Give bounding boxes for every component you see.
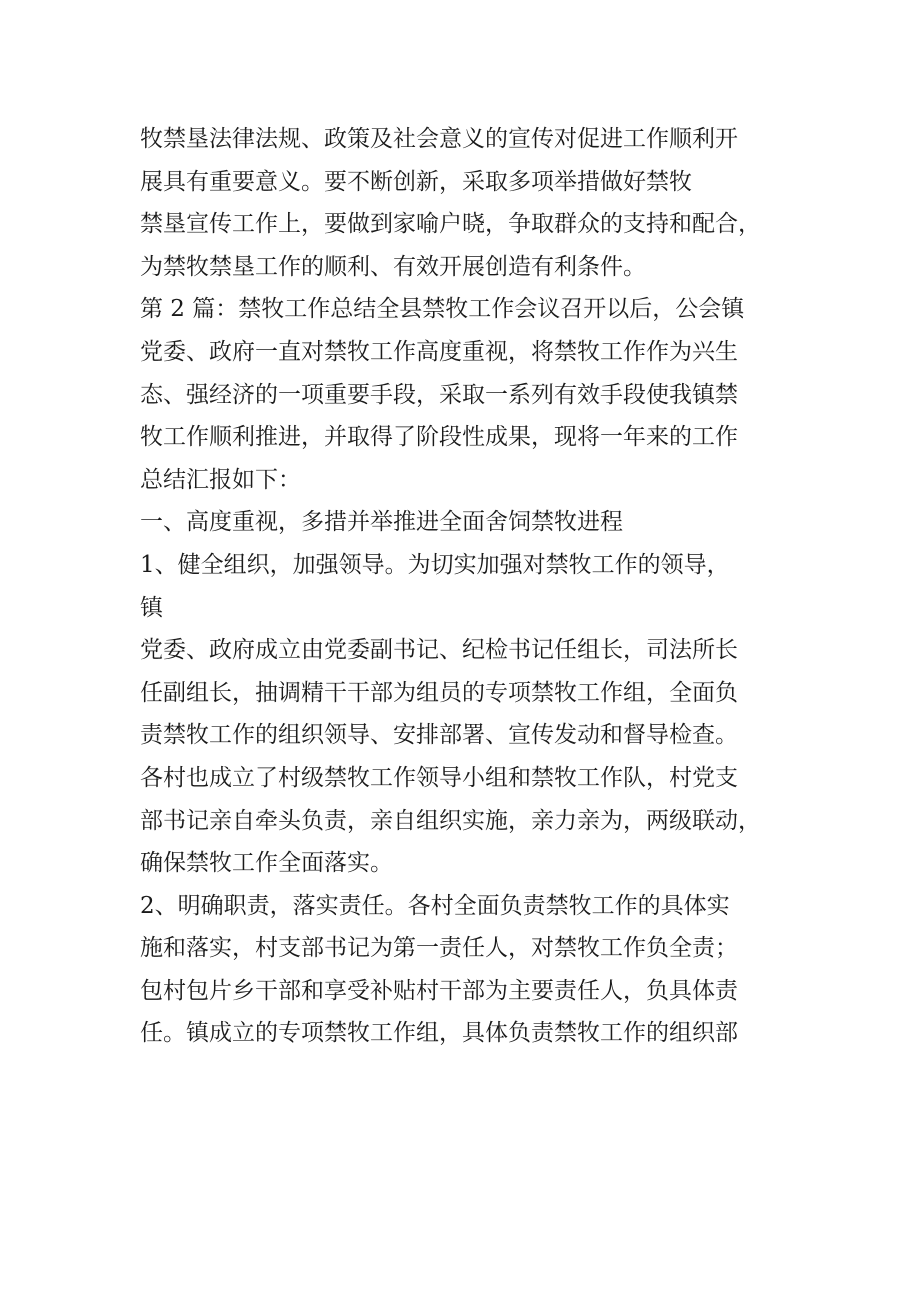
text-line: 任。镇成立的专项禁牧工作组，具体负责禁牧工作的组织部	[140, 1020, 738, 1047]
text-line: 责禁牧工作的组织领导、安排部署、宣传发动和督导检查。	[140, 722, 738, 749]
text-line: 确保禁牧工作全面落实。	[140, 850, 393, 877]
text-line: 施和落实，村支部书记为第一责任人，对禁牧工作负全责；	[140, 935, 738, 962]
text-line: 镇	[140, 594, 163, 621]
text-line: 展具有重要意义。要不断创新，采取多项举措做好禁牧	[140, 168, 692, 195]
text-line: 禁垦宣传工作上，要做到家喻户晓，争取群众的支持和配合，	[140, 211, 761, 238]
text-line: 态、强经济的一项重要手段，采取一系列有效手段使我镇禁	[140, 381, 738, 408]
text-line: 为禁牧禁垦工作的顺利、有效开展创造有利条件。	[140, 253, 646, 280]
document-body	[140, 118, 810, 1055]
text-line: 第 2 篇：禁牧工作总结全县禁牧工作会议召开以后，公会镇	[140, 296, 745, 323]
text-line: 1、健全组织，加强领导。为切实加强对禁牧工作的领导，	[140, 551, 730, 578]
text-line: 牧工作顺利推进，并取得了阶段性成果，现将一年来的工作	[140, 424, 738, 451]
section-heading: 一、高度重视，多措并举推进全面舍饲禁牧进程	[140, 509, 623, 536]
text-line: 包村包片乡干部和享受补贴村干部为主要责任人，负具体责	[140, 977, 738, 1004]
text-line: 部书记亲自牵头负责，亲自组织实施，亲力亲为，两级联动，	[140, 807, 761, 834]
text-line: 任副组长，抽调精干干部为组员的专项禁牧工作组，全面负	[140, 679, 738, 706]
text-line: 牧禁垦法律法规、政策及社会意义的宣传对促进工作顺利开	[140, 126, 738, 152]
text-line: 2、明确职责，落实责任。各村全面负责禁牧工作的具体实	[140, 892, 730, 919]
text-line: 党委、政府一直对禁牧工作高度重视，将禁牧工作作为兴生	[140, 338, 738, 365]
text-line: 总结汇报如下：	[140, 466, 301, 493]
text-line: 各村也成立了村级禁牧工作领导小组和禁牧工作队，村党支	[140, 764, 738, 791]
text-line: 党委、政府成立由党委副书记、纪检书记任组长，司法所长	[140, 637, 738, 664]
